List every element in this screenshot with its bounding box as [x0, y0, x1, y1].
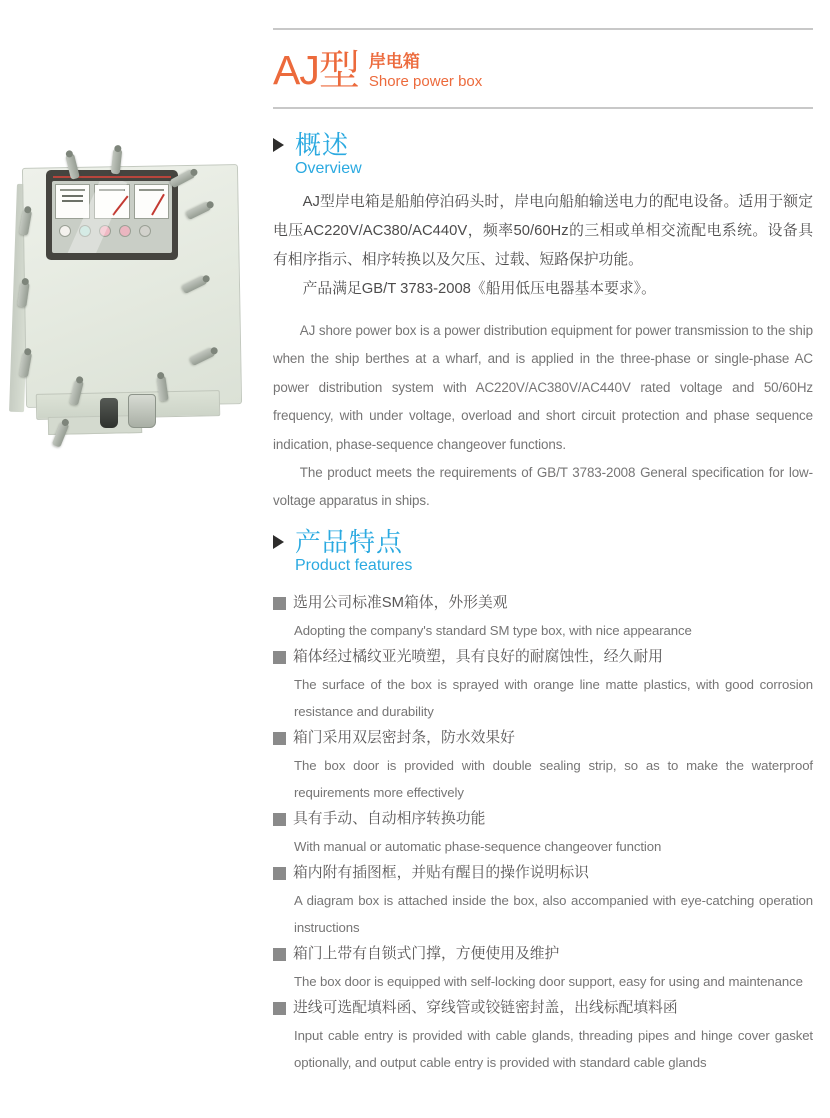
feature-item [273, 860, 813, 941]
overview-paragraph-en-2: The product meets the requirements of GB/T 3783-2008 General specification for low-voltage apparatus in ships. [273, 465, 813, 509]
overview-paragraph-en-1: AJ shore power box is a power distribution equipment for power transmission to the ship when the ship berthes at a wharf, and is applied in the three-phase or single-phase AC power distribution system with AC220V/AC380V/AC440V rated voltage and 50/60Hz frequency, with under voltage, overload and short circuit protection and phase sequence indication, phase-sequence changeover functions. [273, 323, 813, 452]
feature-text-cn: 箱门采用双层密封条，防水效果好 [293, 730, 515, 746]
product-name-group [369, 52, 482, 91]
meter-scale [60, 189, 85, 191]
bullet-square-icon [273, 813, 286, 826]
meter-window [46, 170, 178, 260]
analog-meter-icon [134, 184, 169, 219]
feature-item [273, 995, 813, 1076]
indicator-light [59, 225, 71, 237]
meter-needle [151, 194, 165, 216]
overview-title-cn: 概述 [295, 130, 350, 160]
product-photo [8, 140, 256, 458]
section-arrow-icon [273, 138, 284, 152]
features-header [273, 528, 813, 575]
product-name-cn: 岸电箱 [368, 52, 420, 71]
bullet-square-icon [273, 867, 286, 880]
indicator-light-row [55, 225, 169, 237]
feature-list [273, 590, 813, 1076]
feature-item [273, 941, 813, 995]
feature-item [273, 644, 813, 725]
features-title-cn: 产品特点 [295, 527, 404, 557]
feature-text-en: The box door is provided with double sealing strip, so as to make the waterproof requirements more effectively [294, 758, 813, 800]
cable-gland-dark [100, 398, 118, 428]
feature-text-cn: 箱内附有插图框，并贴有醒目的操作说明标识 [293, 865, 589, 881]
feature-text-en: Adopting the company's standard SM type box, with nice appearance [294, 623, 692, 638]
feature-text-cn: 箱门上带有自锁式门撑，方便使用及维护 [293, 946, 560, 962]
feature-text-en: Input cable entry is provided with cable glands, threading pipes and hinge cover gasket optionally, and output cable entry is provided with standard cable glands [294, 1028, 813, 1070]
window-inner-panel [52, 181, 172, 253]
top-divider [273, 28, 813, 30]
feature-text-cn: 箱体经过橘纹亚光喷塑，具有良好的耐腐蚀性，经久耐用 [293, 649, 663, 665]
feature-text-cn: 具有手动、自动相序转换功能 [293, 811, 486, 827]
feature-text-cn: 选用公司标准SM箱体，外形美观 [293, 595, 508, 611]
bullet-square-icon [273, 948, 286, 961]
feature-item [273, 806, 813, 860]
overview-header [273, 131, 813, 178]
indicator-light [119, 225, 131, 237]
bullet-square-icon [273, 597, 286, 610]
page-title [273, 46, 482, 94]
feature-item [273, 590, 813, 644]
feature-item [273, 725, 813, 806]
meter-scale [139, 189, 164, 191]
model-name: AJ型 [273, 47, 359, 93]
cable-gland-metal [128, 394, 156, 428]
feature-text-en: With manual or automatic phase-sequence changeover function [294, 839, 662, 854]
overview-paragraph-cn-1: AJ型岸电箱是船舶停泊码头时，岸电向船舶输送电力的配电设备。适用于额定电压AC220V/AC380/AC440V，频率50/60Hz的三相或单相交流配电系统。设备具有相序指示、相序转换以及欠压、过载、短路保护功能。 [273, 194, 813, 268]
features-section [273, 528, 813, 1076]
feature-text-cn: 进线可选配填料函、穿线管或铰链密封盖，出线标配填料函 [293, 1000, 678, 1016]
section-arrow-icon [273, 535, 284, 549]
overview-section [273, 131, 813, 516]
indicator-light [139, 225, 151, 237]
bullet-square-icon [273, 1002, 286, 1015]
title-divider [273, 107, 813, 109]
overview-title-en: Overview [295, 160, 362, 177]
overview-paragraph-cn-2: 产品满足GB/T 3783-2008《船用低压电器基本要求》。 [302, 281, 656, 297]
meter-dial-lines [62, 195, 83, 205]
bullet-square-icon [273, 651, 286, 664]
feature-text-en: The surface of the box is sprayed with orange line matte plastics, with good corrosion resistance and durability [294, 677, 813, 719]
feature-text-en: The box door is equipped with self-locking door support, easy for using and maintenance [294, 974, 803, 989]
feature-text-en: A diagram box is attached inside the box, also accompanied with eye-catching operation instructions [294, 893, 813, 935]
features-title-en: Product features [295, 557, 413, 574]
bullet-square-icon [273, 732, 286, 745]
product-name-en: Shore power box [368, 73, 483, 90]
